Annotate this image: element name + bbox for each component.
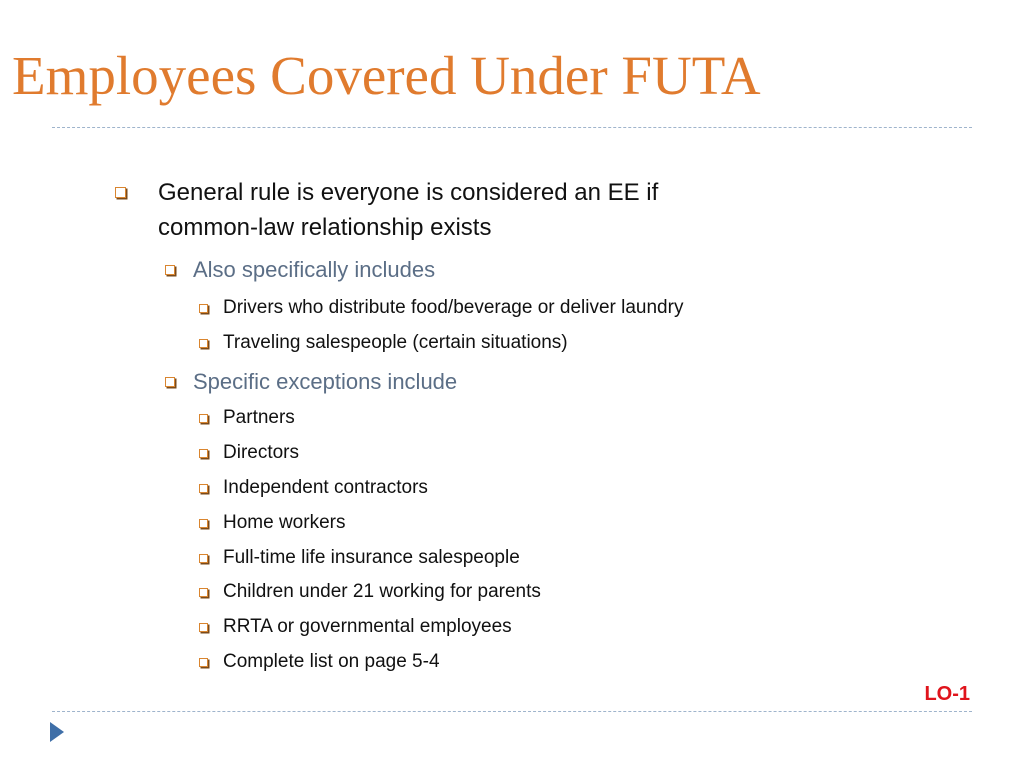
list-item [223, 579, 541, 605]
slide-title: Employees Covered Under FUTA [12, 45, 761, 106]
square-bullet-icon [199, 304, 208, 313]
list-item [223, 649, 440, 675]
list-item-text: Drivers who distribute food/beverage or deliver laundry [223, 297, 684, 318]
list-item [223, 614, 512, 640]
square-bullet-icon [199, 588, 208, 597]
list-item [223, 295, 683, 321]
list-item-text: Independent contractors [223, 477, 428, 498]
sub-bullet-label: Specific exceptions include [193, 369, 458, 394]
square-bullet-icon [199, 339, 208, 348]
list-item-text: Traveling salespeople (certain situations) [223, 332, 568, 353]
list-item-text: Partners [223, 407, 295, 428]
list-item-text: RRTA or governmental employees [223, 616, 512, 637]
square-bullet-icon [165, 265, 175, 275]
square-bullet-icon [199, 554, 208, 563]
list-item-text: Full-time life insurance salespeople [223, 547, 520, 568]
list-item [223, 440, 299, 466]
list-item [223, 510, 345, 536]
square-bullet-icon [115, 187, 126, 198]
list-item-text: Complete list on page 5-4 [223, 651, 440, 672]
bullet-general-rule-continued [158, 211, 491, 245]
learning-objective-label: LO-1 [924, 683, 970, 705]
list-item-text: Children under 21 working for parents [223, 581, 541, 602]
square-bullet-icon [199, 449, 208, 458]
list-item-text: Home workers [223, 512, 346, 533]
sub-bullet-exceptions [193, 367, 457, 397]
bottom-divider [52, 711, 972, 712]
bullet-text-line1: General rule is everyone is considered an EE if [158, 179, 659, 206]
list-item [223, 330, 568, 356]
list-item [223, 545, 520, 571]
square-bullet-icon [199, 414, 208, 423]
square-bullet-icon [199, 484, 208, 493]
sub-bullet-label: Also specifically includes [193, 257, 436, 282]
square-bullet-icon [199, 623, 208, 632]
bullet-text-line2: common-law relationship exists [158, 214, 492, 241]
square-bullet-icon [199, 658, 208, 667]
square-bullet-icon [165, 377, 175, 387]
triangle-play-icon[interactable] [50, 722, 64, 742]
list-item [223, 475, 428, 501]
sub-bullet-also-includes [193, 255, 435, 285]
square-bullet-icon [199, 519, 208, 528]
bullet-general-rule [158, 176, 658, 210]
list-item [223, 405, 295, 431]
list-item-text: Directors [223, 442, 300, 463]
